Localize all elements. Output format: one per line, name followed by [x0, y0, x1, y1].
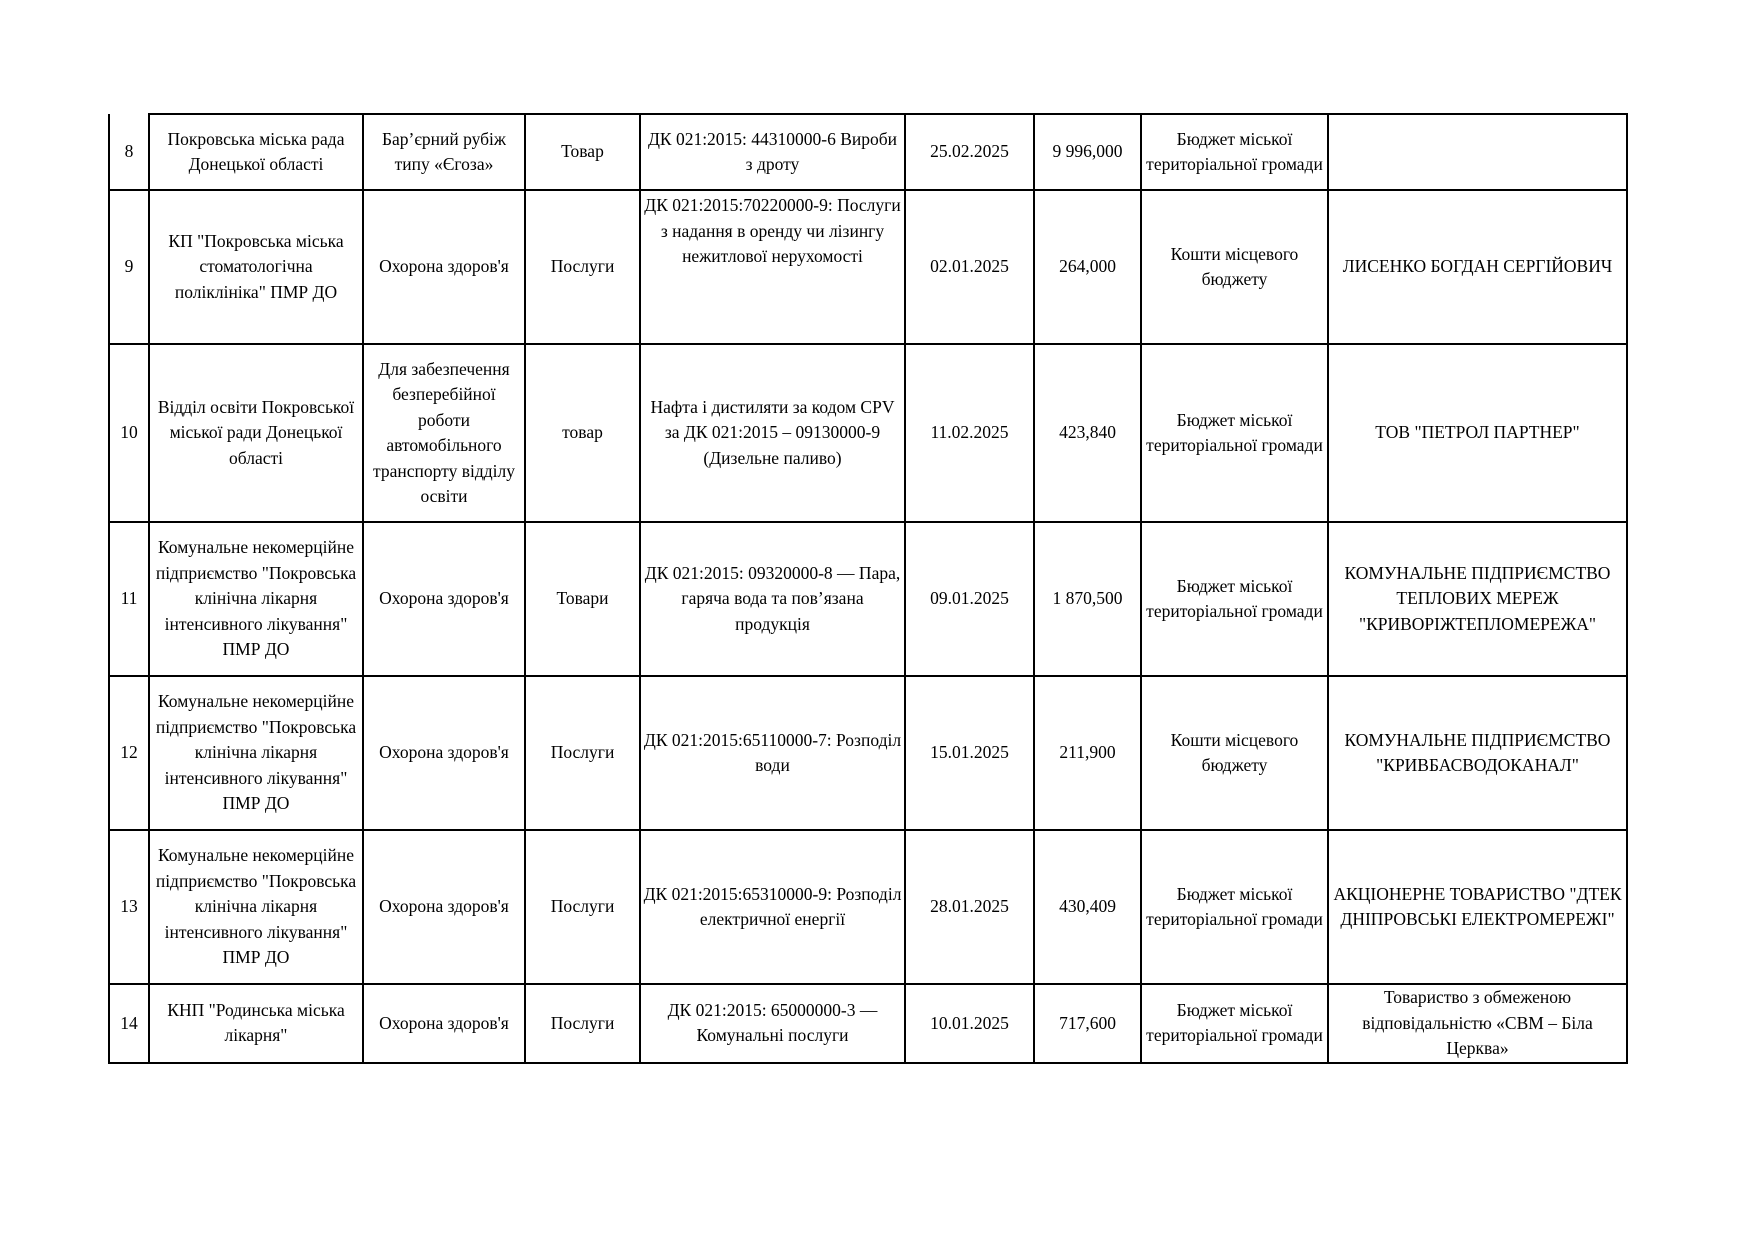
date-cell: 15.01.2025 — [905, 676, 1034, 830]
customer-cell: КП "Покровська міська стоматологічна поліклініка" ПМР ДО — [149, 190, 363, 344]
row-number: 9 — [109, 190, 149, 344]
date-cell: 28.01.2025 — [905, 830, 1034, 984]
amount-cell: 430,409 — [1034, 830, 1141, 984]
date-cell: 25.02.2025 — [905, 114, 1034, 190]
type-cell: Товар — [525, 114, 640, 190]
customer-cell: Комунальне некомерційне підприємство "Покровська клінічна лікарня інтенсивного лікування" ПМР ДО — [149, 676, 363, 830]
row-number: 12 — [109, 676, 149, 830]
customer-cell: Комунальне некомерційне підприємство "Покровська клінічна лікарня інтенсивного лікування" ПМР ДО — [149, 830, 363, 984]
purpose-cell: Охорона здоров'я — [363, 830, 525, 984]
supplier-cell: АКЦІОНЕРНЕ ТОВАРИСТВО "ДТЕК ДНІПРОВСЬКІ ЕЛЕКТРОМЕРЕЖІ" — [1328, 830, 1627, 984]
code-cell: Нафта і дистиляти за кодом CPV за ДК 021:2015 – 09130000-9 (Дизельне паливо) — [640, 344, 905, 522]
customer-cell: Комунальне некомерційне підприємство "Покровська клінічна лікарня інтенсивного лікування" ПМР ДО — [149, 522, 363, 676]
supplier-cell: Товариство з обмеженою відповідальністю «СВМ – Біла Церква» — [1328, 984, 1627, 1063]
table-row — [109, 190, 1627, 344]
row-number: 13 — [109, 830, 149, 984]
purpose-cell: Охорона здоров'я — [363, 190, 525, 344]
amount-cell: 264,000 — [1034, 190, 1141, 344]
funding-source-cell: Бюджет міської територіальної громади — [1141, 344, 1328, 522]
type-cell: Послуги — [525, 984, 640, 1063]
supplier-cell: ЛИСЕНКО БОГДАН СЕРГІЙОВИЧ — [1328, 190, 1627, 344]
funding-source-cell: Бюджет міської територіальної громади — [1141, 984, 1328, 1063]
date-cell: 11.02.2025 — [905, 344, 1034, 522]
row-number: 11 — [109, 522, 149, 676]
purpose-cell: Охорона здоров'я — [363, 522, 525, 676]
purpose-cell: Охорона здоров'я — [363, 984, 525, 1063]
supplier-cell — [1328, 114, 1627, 190]
funding-source-cell: Бюджет міської територіальної громади — [1141, 522, 1328, 676]
supplier-cell: ТОВ "ПЕТРОЛ ПАРТНЕР" — [1328, 344, 1627, 522]
customer-cell: Відділ освіти Покровської міської ради Донецької області — [149, 344, 363, 522]
amount-cell: 211,900 — [1034, 676, 1141, 830]
date-cell: 02.01.2025 — [905, 190, 1034, 344]
table-row — [109, 114, 1627, 190]
customer-cell: КНП "Родинська міська лікарня" — [149, 984, 363, 1063]
row-number: 14 — [109, 984, 149, 1063]
purpose-cell: Охорона здоров'я — [363, 676, 525, 830]
table-row — [109, 830, 1627, 984]
funding-source-cell: Кошти місцевого бюджету — [1141, 190, 1328, 344]
code-cell: ДК 021:2015: 65000000-3 — Комунальні послуги — [640, 984, 905, 1063]
table-row — [109, 522, 1627, 676]
procurement-table — [108, 113, 1628, 1064]
code-cell: ДК 021:2015:65310000-9: Розподіл електричної енергії — [640, 830, 905, 984]
code-cell: ДК 021:2015: 44310000-6 Вироби з дроту — [640, 114, 905, 190]
funding-source-cell: Бюджет міської територіальної громади — [1141, 830, 1328, 984]
purpose-cell: Бар’єрний рубіж типу «Єгоза» — [363, 114, 525, 190]
amount-cell: 1 870,500 — [1034, 522, 1141, 676]
type-cell: Послуги — [525, 190, 640, 344]
supplier-cell: КОМУНАЛЬНЕ ПІДПРИЄМСТВО "КРИВБАСВОДОКАНАЛ" — [1328, 676, 1627, 830]
date-cell: 09.01.2025 — [905, 522, 1034, 676]
type-cell: Послуги — [525, 676, 640, 830]
table-row — [109, 344, 1627, 522]
row-number: 10 — [109, 344, 149, 522]
purpose-cell: Для забезпечення безперебійної роботи автомобільного транспорту відділу освіти — [363, 344, 525, 522]
code-cell: ДК 021:2015:70220000-9: Послуги з надання в оренду чи лізингу нежитлової нерухомості — [640, 190, 905, 344]
type-cell: Послуги — [525, 830, 640, 984]
customer-cell: Покровська міська рада Донецької області — [149, 114, 363, 190]
type-cell: товар — [525, 344, 640, 522]
funding-source-cell: Бюджет міської територіальної громади — [1141, 114, 1328, 190]
row-number: 8 — [109, 114, 149, 190]
funding-source-cell: Кошти місцевого бюджету — [1141, 676, 1328, 830]
date-cell: 10.01.2025 — [905, 984, 1034, 1063]
supplier-cell: КОМУНАЛЬНЕ ПІДПРИЄМСТВО ТЕПЛОВИХ МЕРЕЖ "КРИВОРІЖТЕПЛОМЕРЕЖА" — [1328, 522, 1627, 676]
amount-cell: 423,840 — [1034, 344, 1141, 522]
amount-cell: 717,600 — [1034, 984, 1141, 1063]
type-cell: Товари — [525, 522, 640, 676]
table-row — [109, 984, 1627, 1063]
table-row — [109, 676, 1627, 830]
code-cell: ДК 021:2015: 09320000-8 — Пара, гаряча вода та пов’язана продукція — [640, 522, 905, 676]
amount-cell: 9 996,000 — [1034, 114, 1141, 190]
code-cell: ДК 021:2015:65110000-7: Розподіл води — [640, 676, 905, 830]
